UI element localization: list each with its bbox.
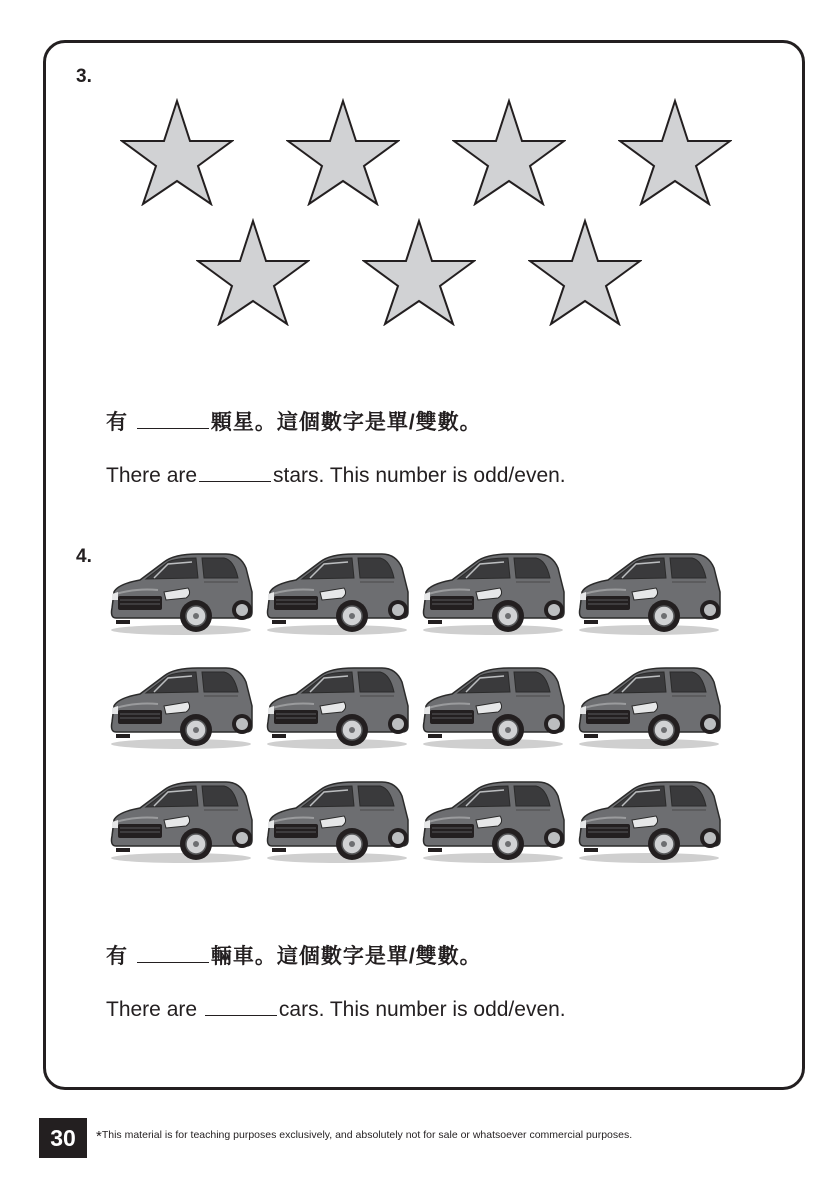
car-icon — [262, 548, 412, 638]
car-icon — [574, 662, 724, 752]
question-3-chinese-sentence — [106, 406, 482, 436]
question-3-chinese-prefix: 有 — [106, 411, 135, 434]
car-icon — [574, 776, 724, 866]
question-3-english-sentence — [106, 463, 566, 488]
star-icon — [528, 218, 642, 326]
star-icon — [196, 218, 310, 326]
car-icon — [418, 662, 568, 752]
question-3-chinese-answer-blank[interactable] — [137, 410, 209, 429]
footer-asterisk: * — [96, 1128, 102, 1145]
star-icon — [618, 98, 732, 206]
question-4-number: 4. — [76, 546, 92, 567]
question-3-number: 3. — [76, 66, 92, 87]
question-4-english-answer-blank[interactable] — [205, 997, 277, 1016]
question-4-chinese-sentence — [106, 940, 482, 970]
car-icon — [418, 548, 568, 638]
page-number: 30 — [39, 1118, 87, 1158]
star-icon — [120, 98, 234, 206]
car-icon — [106, 548, 256, 638]
footer-disclaimer — [96, 1128, 632, 1145]
car-icon — [262, 662, 412, 752]
car-icon — [106, 662, 256, 752]
car-icon — [106, 776, 256, 866]
question-4-english-suffix: cars. This number is odd/even. — [278, 998, 566, 1021]
question-4-english-prefix: There are — [106, 998, 203, 1021]
question-4-chinese-prefix: 有 — [106, 945, 135, 968]
question-3-english-answer-blank[interactable] — [199, 463, 271, 482]
car-icon — [574, 548, 724, 638]
question-3-chinese-suffix: 顆星。這個數字是單/雙數。 — [210, 411, 482, 434]
footer-disclaimer-text: This material is for teaching purposes exclusively, and absolutely not for sale or whatsoever commercial purposes. — [101, 1129, 633, 1141]
question-4-english-sentence — [106, 997, 566, 1022]
star-icon — [286, 98, 400, 206]
question-3-english-suffix: stars. This number is odd/even. — [273, 464, 566, 487]
question-3-english-prefix: There are — [106, 464, 198, 487]
question-4-chinese-answer-blank[interactable] — [137, 944, 209, 963]
star-icon — [452, 98, 566, 206]
car-icon — [418, 776, 568, 866]
question-4-chinese-suffix: 輛車。這個數字是單/雙數。 — [210, 945, 482, 968]
car-icon — [262, 776, 412, 866]
star-icon — [362, 218, 476, 326]
